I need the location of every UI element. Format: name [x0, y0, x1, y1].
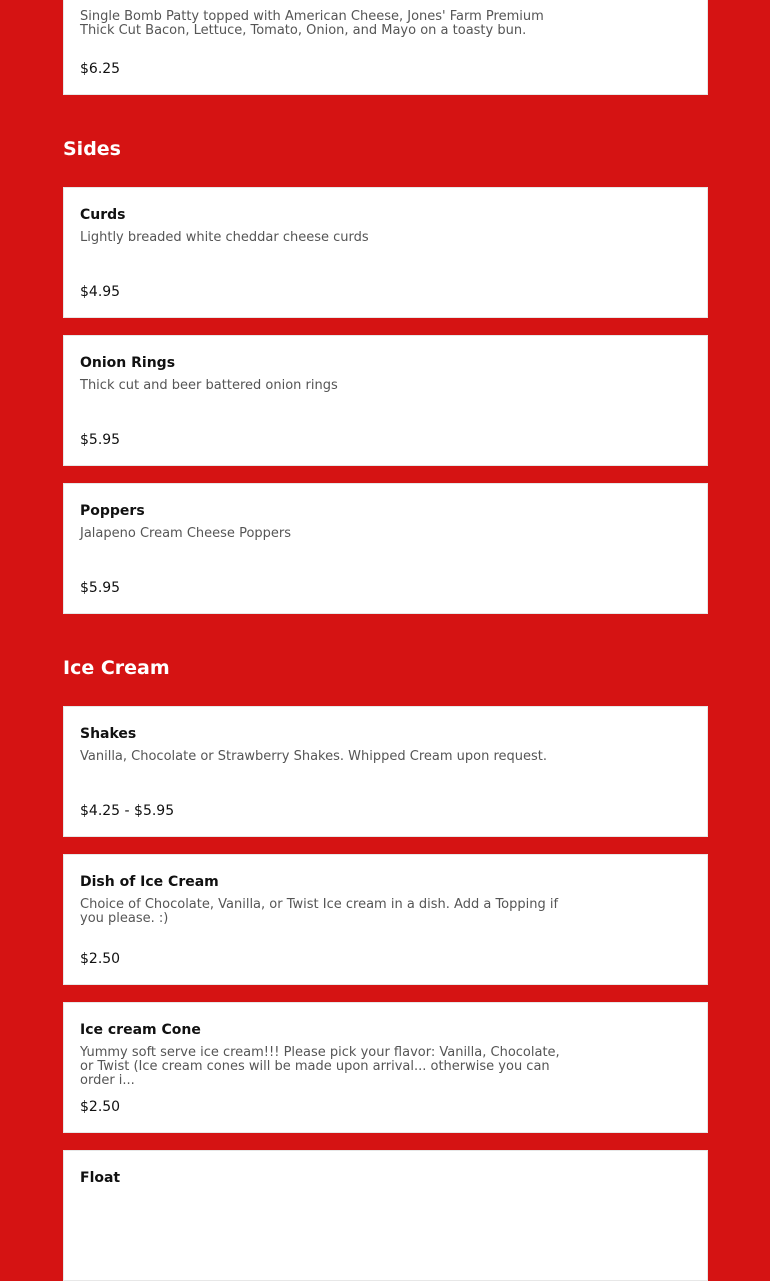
- item-name: Ice cream Cone: [80, 1022, 201, 1038]
- item-price: $6.25: [80, 61, 121, 77]
- menu-item-card[interactable]: [63, 1150, 708, 1281]
- section-title-ice-cream: Ice Cream: [63, 657, 170, 679]
- item-description: Single Bomb Patty topped with American Cheese, Jones' Farm Premium Thick Cut Bacon, Lettuce, Tomato, Onion, and Mayo on a toasty bun.: [80, 9, 544, 38]
- item-description: Choice of Chocolate, Vanilla, or Twist Ice cream in a dish. Add a Topping if you please. :): [80, 897, 559, 926]
- item-name: Dish of Ice Cream: [80, 874, 219, 890]
- menu-item-card[interactable]: [63, 0, 708, 95]
- menu-item-card[interactable]: [63, 706, 708, 837]
- item-price: $5.95: [80, 432, 121, 448]
- item-name: Onion Rings: [80, 355, 176, 371]
- item-description: Jalapeno Cream Cheese Poppers: [80, 526, 292, 541]
- item-price: $4.95: [80, 284, 121, 300]
- item-description: Thick cut and beer battered onion rings: [80, 378, 338, 393]
- item-description: Lightly breaded white cheddar cheese curds: [80, 230, 369, 245]
- item-price: $5.95: [80, 580, 121, 596]
- item-name: Poppers: [80, 503, 145, 519]
- item-price: $2.50: [80, 1099, 121, 1115]
- item-description: Yummy soft serve ice cream!!! Please pick your flavor: Vanilla, Chocolate, or Twist (Ice cream cones will be made upon arrival... otherwise you can order i...: [80, 1045, 560, 1088]
- item-name: Float: [80, 1170, 121, 1186]
- item-description: Vanilla, Chocolate or Strawberry Shakes. Whipped Cream upon request.: [80, 749, 548, 764]
- menu-item-card[interactable]: [63, 1002, 708, 1133]
- item-name: Curds: [80, 207, 126, 223]
- item-name: Shakes: [80, 726, 137, 742]
- menu-item-card[interactable]: [63, 187, 708, 318]
- section-title-sides: Sides: [63, 138, 121, 160]
- item-price: $2.50: [80, 951, 121, 967]
- menu-item-card[interactable]: [63, 483, 708, 614]
- menu-item-card[interactable]: [63, 854, 708, 985]
- menu-item-card[interactable]: [63, 335, 708, 466]
- item-price: $4.25 - $5.95: [80, 803, 175, 819]
